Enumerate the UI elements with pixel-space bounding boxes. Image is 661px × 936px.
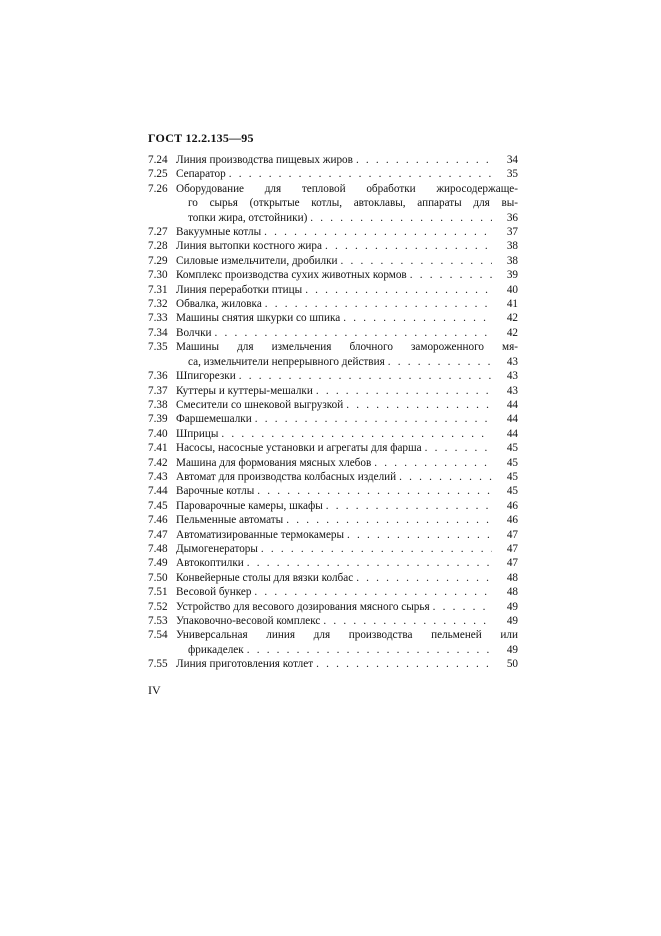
toc-entry-number: 7.39 [148, 413, 168, 426]
toc-entry-number: 7.28 [148, 240, 168, 253]
toc-entry [148, 614, 518, 628]
dot-leader [310, 211, 492, 225]
toc-entry-title: Автомат для производства колбасных изделий [176, 470, 397, 483]
dot-leader [356, 153, 492, 167]
dot-leader [346, 398, 492, 412]
toc-entry-number: 7.46 [148, 514, 168, 527]
toc-entry-title: Сепаратор [176, 168, 226, 181]
toc-entry-number: 7.47 [148, 528, 168, 541]
dot-leader [343, 311, 492, 325]
toc-entry-number: 7.30 [148, 269, 168, 282]
toc-entry-page: 45 [506, 456, 518, 469]
toc-entry-page: 48 [506, 586, 518, 599]
toc-entry [148, 412, 518, 426]
dot-leader [356, 571, 492, 585]
toc-entry-page: 49 [506, 643, 518, 656]
toc-entry-title: топки жира, отстойники) [188, 211, 308, 224]
table-of-contents [148, 153, 518, 672]
dot-leader [261, 542, 492, 556]
toc-entry-number: 7.40 [148, 427, 168, 440]
toc-entry-page: 48 [506, 571, 518, 584]
dot-leader [341, 254, 492, 268]
toc-entry [148, 182, 518, 225]
toc-entry [148, 470, 518, 484]
dot-leader [316, 384, 492, 398]
toc-entry-title: Автокоптилки [176, 557, 244, 570]
toc-entry-number: 7.49 [148, 557, 168, 570]
toc-entry [148, 254, 518, 268]
document-header: ГОСТ 12.2.135—95 [148, 131, 254, 145]
toc-entry-page: 47 [506, 542, 518, 555]
toc-entry-page: 45 [506, 442, 518, 455]
toc-entry [148, 628, 518, 657]
page-number-footer: IV [148, 683, 161, 697]
dot-leader [410, 268, 492, 282]
toc-entry-number: 7.32 [148, 298, 168, 311]
toc-entry-title: Линия производства пищевых жиров [176, 154, 353, 166]
toc-entry [148, 268, 518, 282]
toc-entry [148, 398, 518, 412]
toc-entry-number: 7.54 [148, 629, 168, 642]
toc-entry-title: Обвалка, жиловка [176, 298, 262, 311]
toc-entry-page: 42 [506, 326, 518, 339]
toc-entry-number: 7.27 [148, 226, 168, 239]
dot-leader [374, 456, 492, 470]
toc-entry-page: 38 [506, 254, 518, 267]
toc-entry-title: Пельменные автоматы [176, 514, 284, 527]
toc-entry-page: 44 [506, 413, 518, 426]
toc-entry-title: Вакуумные котлы [176, 226, 262, 239]
toc-entry-number: 7.48 [148, 542, 168, 555]
toc-entry-title-line: Машины для измельчения блочного замороженного мя- [176, 341, 518, 354]
toc-entry-number: 7.24 [148, 154, 168, 166]
toc-entry-title: Линия переработки птицы [176, 283, 303, 296]
toc-entry-number: 7.38 [148, 398, 168, 411]
toc-entry-number: 7.53 [148, 615, 168, 627]
toc-entry-page: 39 [506, 269, 518, 282]
toc-entry-title: Силовые измельчители, дробилки [176, 254, 338, 267]
dot-leader [316, 657, 492, 671]
toc-entry-page: 45 [506, 485, 518, 498]
dot-leader [305, 283, 492, 297]
toc-entry-page: 44 [506, 398, 518, 411]
toc-entry [148, 513, 518, 527]
toc-entry [148, 384, 518, 398]
toc-entry [148, 311, 518, 325]
toc-entry-title: Смесители со шнековой выгрузкой [176, 398, 344, 411]
dot-leader [255, 412, 492, 426]
toc-entry-page: 50 [506, 658, 518, 671]
toc-entry-number: 7.26 [148, 182, 168, 195]
toc-entry-title: фрикаделек [188, 643, 244, 656]
toc-entry-title: Дымогенераторы [176, 542, 258, 555]
toc-entry-page: 37 [506, 226, 518, 239]
dot-leader [425, 441, 492, 455]
toc-entry-number: 7.34 [148, 326, 168, 339]
toc-entry-number: 7.45 [148, 499, 168, 512]
toc-entry-number: 7.42 [148, 456, 168, 469]
toc-entry-number: 7.44 [148, 485, 168, 498]
toc-entry [148, 239, 518, 253]
toc-entry [148, 441, 518, 455]
toc-entry-number: 7.52 [148, 600, 168, 613]
toc-entry [148, 556, 518, 570]
dot-leader [388, 355, 492, 369]
dot-leader [257, 484, 492, 498]
dot-leader [229, 167, 492, 181]
toc-entry [148, 153, 518, 167]
toc-entry [148, 585, 518, 599]
toc-entry-title-line: го сырья (открытые котлы, автоклавы, аппараты для вы- [188, 197, 518, 210]
toc-entry [148, 283, 518, 297]
toc-entry-number: 7.31 [148, 283, 168, 296]
toc-entry [148, 340, 518, 369]
toc-entry-page: 43 [506, 370, 518, 383]
dot-leader [247, 556, 492, 570]
toc-entry-title: са, измельчители непрерывного действия [188, 355, 385, 368]
toc-entry-title: Машины снятия шкурки со шпика [176, 312, 341, 325]
toc-entry-title: Линия приготовления котлет [176, 658, 314, 671]
toc-entry [148, 600, 518, 614]
toc-entry-page: 46 [506, 499, 518, 512]
toc-entry-title: Устройство для весового дозирования мясного сырья [176, 600, 430, 613]
toc-entry-title: Весовой бункер [176, 586, 252, 599]
toc-entry-title: Линия вытопки костного жира [176, 240, 322, 253]
toc-entry-page: 49 [506, 615, 518, 627]
dot-leader [265, 297, 492, 311]
dot-leader [323, 614, 492, 628]
toc-entry-number: 7.41 [148, 442, 168, 455]
toc-entry-page: 43 [506, 355, 518, 368]
dot-leader [254, 585, 492, 599]
toc-entry-title: Насосы, насосные установки и агрегаты для фарша [176, 442, 422, 455]
toc-entry [148, 528, 518, 542]
toc-entry [148, 542, 518, 556]
toc-entry [148, 427, 518, 441]
toc-entry-title: Машина для формования мясных хлебов [176, 456, 372, 469]
dot-leader [239, 369, 492, 383]
toc-entry-title: Шприцы [176, 427, 219, 440]
toc-entry-number: 7.36 [148, 370, 168, 383]
toc-entry-page: 47 [506, 528, 518, 541]
toc-entry-title: Куттеры и куттеры-мешалки [176, 384, 313, 397]
toc-entry-page: 38 [506, 240, 518, 253]
toc-entry [148, 297, 518, 311]
toc-entry-number: 7.25 [148, 168, 168, 181]
toc-entry-title: Упаковочно-весовой комплекс [176, 615, 321, 627]
dot-leader [215, 326, 492, 340]
toc-entry-number: 7.33 [148, 312, 168, 325]
toc-entry-number: 7.55 [148, 658, 168, 671]
toc-entry-title: Фаршемешалки [176, 413, 252, 426]
dot-leader [264, 225, 492, 239]
dot-leader [399, 470, 492, 484]
toc-entry-page: 40 [506, 283, 518, 296]
toc-entry-title: Автоматизированные термокамеры [176, 528, 345, 541]
toc-entry-page: 49 [506, 600, 518, 613]
toc-entry-number: 7.37 [148, 384, 168, 397]
toc-entry-page: 47 [506, 557, 518, 570]
toc-entry-number: 7.35 [148, 341, 168, 354]
toc-entry-number: 7.29 [148, 254, 168, 267]
toc-entry [148, 167, 518, 181]
toc-entry-title: Конвейерные столы для вязки колбас [176, 571, 354, 584]
toc-entry [148, 657, 518, 671]
toc-entry-page: 42 [506, 312, 518, 325]
dot-leader [286, 513, 492, 527]
toc-entry-title: Пароварочные камеры, шкафы [176, 499, 323, 512]
toc-entry-page: 36 [506, 211, 518, 224]
toc-entry [148, 484, 518, 498]
toc-entry-number: 7.43 [148, 470, 168, 483]
dot-leader [347, 528, 492, 542]
toc-entry-page: 45 [506, 470, 518, 483]
dot-leader [247, 643, 492, 657]
toc-entry [148, 369, 518, 383]
toc-entry [148, 499, 518, 513]
toc-entry-page: 46 [506, 514, 518, 527]
toc-entry-title-line: Оборудование для тепловой обработки жиросодержаще- [176, 182, 518, 195]
toc-entry-number: 7.51 [148, 586, 168, 599]
toc-entry-page: 35 [506, 168, 518, 181]
toc-entry-page: 41 [506, 298, 518, 311]
toc-entry-page: 44 [506, 427, 518, 440]
toc-entry-number: 7.50 [148, 571, 168, 584]
toc-entry [148, 225, 518, 239]
toc-entry-title: Шпигорезки [176, 370, 236, 383]
toc-entry-title: Волчки [176, 326, 212, 339]
toc-entry-title-line: Универсальная линия для производства пельменей или [176, 629, 518, 642]
toc-entry [148, 456, 518, 470]
toc-entry-page: 43 [506, 384, 518, 397]
dot-leader [433, 600, 492, 614]
toc-entry-title: Варочные котлы [176, 485, 255, 498]
toc-entry [148, 326, 518, 340]
dot-leader [326, 499, 492, 513]
toc-entry-page: 34 [506, 154, 518, 166]
dot-leader [221, 427, 492, 441]
toc-entry-title: Комплекс производства сухих животных кормов [176, 269, 407, 282]
toc-entry [148, 571, 518, 585]
dot-leader [325, 239, 492, 253]
